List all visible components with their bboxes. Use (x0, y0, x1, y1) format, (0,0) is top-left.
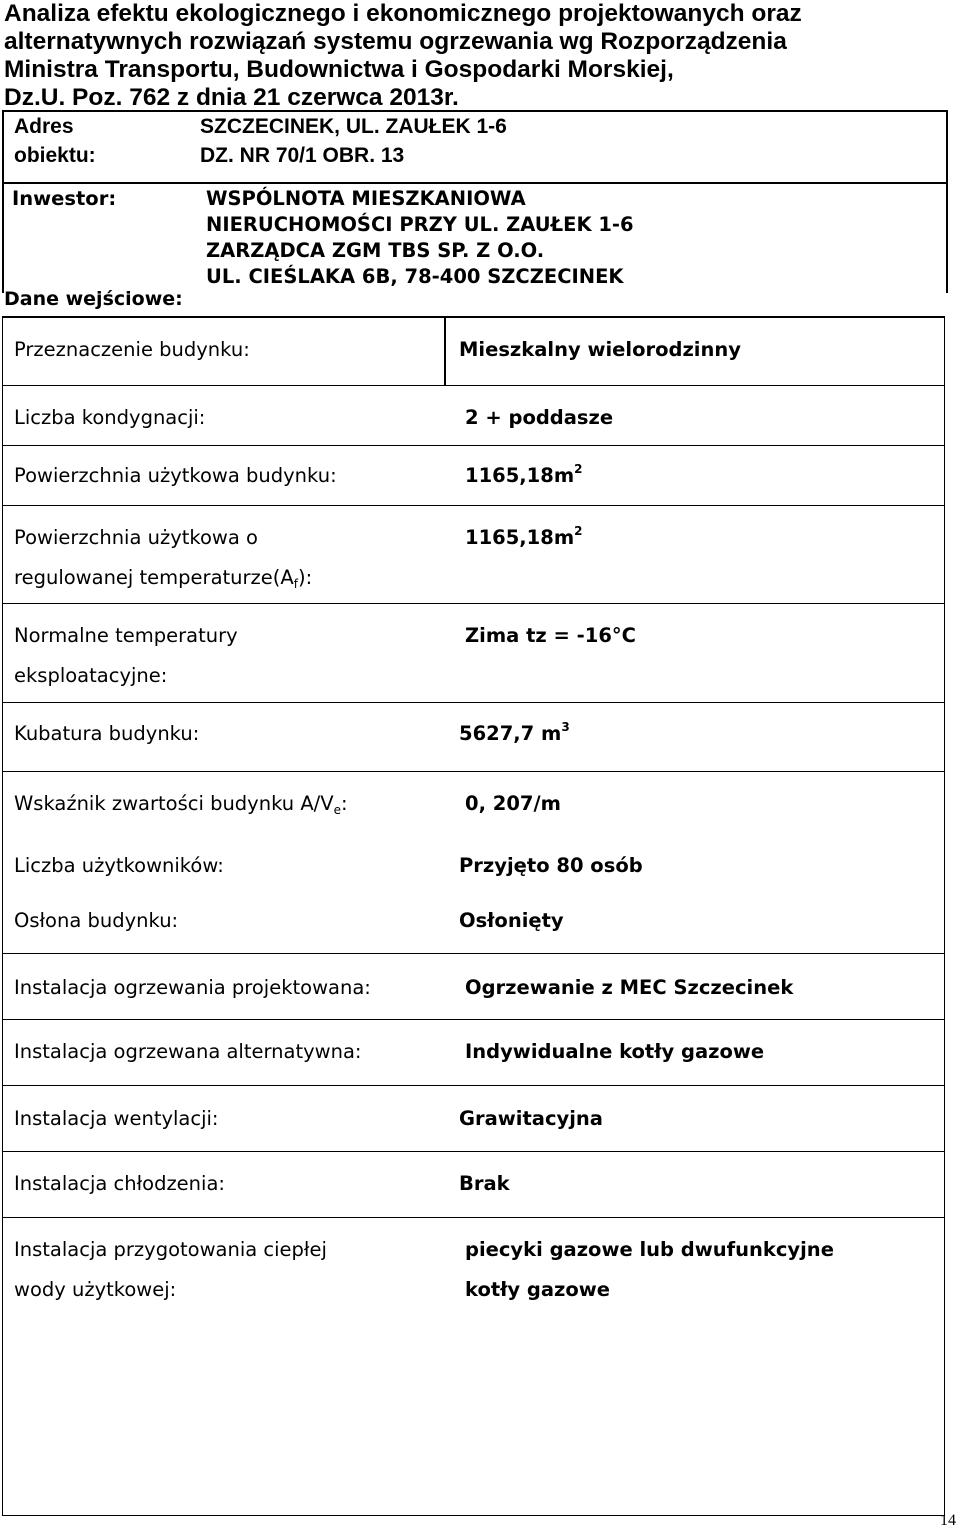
address-label (14, 112, 96, 170)
unit-superscript: 2 (574, 524, 583, 538)
row-divider (3, 1085, 944, 1086)
label-line: eksploatacyjne: (14, 664, 168, 687)
label-line: Instalacja przygotowania ciepłej (14, 1238, 327, 1261)
row-value: Brak (459, 1172, 510, 1195)
investor-label: Inwestor: (12, 187, 117, 210)
row-value: Indywidualne kotły gazowe (465, 1040, 765, 1063)
unit-superscript: 3 (561, 720, 570, 734)
row-value: Przyjęto 80 osób (459, 854, 643, 877)
address-value-line: SZCZECINEK, UL. ZAUŁEK 1-6 (200, 115, 507, 138)
row-divider (3, 603, 944, 604)
row-label (14, 616, 238, 696)
row-value (465, 456, 583, 496)
row-divider (3, 771, 944, 772)
label-subscript: f (293, 577, 298, 591)
row-label (14, 784, 348, 824)
row-label (14, 1230, 327, 1310)
row-divider (3, 505, 944, 506)
row-divider (3, 1217, 944, 1218)
row-value (459, 714, 570, 754)
row-value: Mieszkalny wielorodzinny (459, 338, 741, 361)
row-value (465, 1230, 834, 1310)
input-data-heading: Dane wejściowe: (4, 288, 183, 310)
address-label-line: obiektu: (14, 144, 96, 167)
label-line: Powierzchnia użytkowa o (14, 526, 258, 549)
page-number: 14 (940, 1512, 956, 1529)
row-value (465, 518, 583, 558)
unit-superscript: 2 (574, 462, 583, 476)
row-label: Osłona budynku: (14, 909, 179, 932)
title-line: Analiza efektu ekologicznego i ekonomicznego projektowanych oraz (4, 0, 802, 27)
investor-value (206, 186, 634, 290)
divider (4, 182, 946, 184)
row-divider (3, 385, 944, 386)
row-value: 0, 207/m (465, 792, 561, 815)
title-line: Ministra Transportu, Budownictwa i Gospodarki Morskiej, (4, 56, 674, 83)
investor-line: UL. CIEŚLAKA 6B, 78-400 SZCZECINEK (206, 265, 624, 288)
row-divider (3, 1019, 944, 1020)
row-label: Powierzchnia użytkowa budynku: (14, 464, 337, 487)
row-value: Osłonięty (459, 909, 564, 932)
value-text: 5627,7 m (459, 722, 562, 745)
row-divider (3, 445, 944, 446)
address-value (200, 112, 507, 170)
label-subscript: e (333, 803, 341, 817)
label-line: wody użytkowej: (14, 1278, 177, 1301)
row-divider (3, 702, 944, 703)
row-value: Grawitacyjna (459, 1107, 603, 1130)
document-title (4, 0, 954, 112)
row-label: Instalacja ogrzewania projektowana: (14, 976, 371, 999)
address-value-line: DZ. NR 70/1 OBR. 13 (200, 144, 405, 167)
value-text: 1165,18m (465, 464, 575, 487)
label-line: Normalne temperatury (14, 624, 238, 647)
row-label: Liczba kondygnacji: (14, 406, 206, 429)
row-divider (3, 953, 944, 954)
row-label: Przeznaczenie budynku: (14, 338, 250, 361)
value-text: 1165,18m (465, 526, 575, 549)
value-line: piecyki gazowe lub dwufunkcyjne (465, 1238, 834, 1261)
label-text: : (340, 792, 348, 815)
title-line: Dz.U. Poz. 762 z dnia 21 czerwca 2013r. (4, 84, 459, 111)
row-value: Zima tz = -16°C (465, 624, 636, 647)
label-text: ): (297, 566, 313, 589)
investor-line: WSPÓLNOTA MIESZKANIOWA (206, 187, 526, 210)
input-data-table (2, 316, 945, 1516)
row-divider (3, 1151, 944, 1152)
investor-line: NIERUCHOMOŚCI PRZY UL. ZAUŁEK 1-6 (206, 213, 634, 236)
investor-line: ZARZĄDCA ZGM TBS SP. Z O.O. (206, 239, 545, 262)
label-text: Wskaźnik zwartości budynku A/V (14, 792, 334, 815)
label-line (14, 558, 312, 598)
row-value: Ogrzewanie z MEC Szczecinek (465, 976, 794, 999)
address-investor-box (2, 110, 948, 293)
row-label: Liczba użytkowników: (14, 854, 224, 877)
row-value: 2 + poddasze (465, 406, 614, 429)
value-line: kotły gazowe (465, 1278, 611, 1301)
row-label (14, 518, 312, 598)
row-label: Kubatura budynku: (14, 722, 200, 745)
address-label-line: Adres (14, 115, 74, 138)
label-text: regulowanej temperaturze(A (14, 566, 294, 589)
row-label: Instalacja chłodzenia: (14, 1172, 225, 1195)
row-label: Instalacja wentylacji: (14, 1107, 219, 1130)
column-divider (444, 318, 446, 386)
row-label: Instalacja ogrzewana alternatywna: (14, 1040, 362, 1063)
title-line: alternatywnych rozwiązań systemu ogrzewania wg Rozporządzenia (4, 28, 787, 55)
